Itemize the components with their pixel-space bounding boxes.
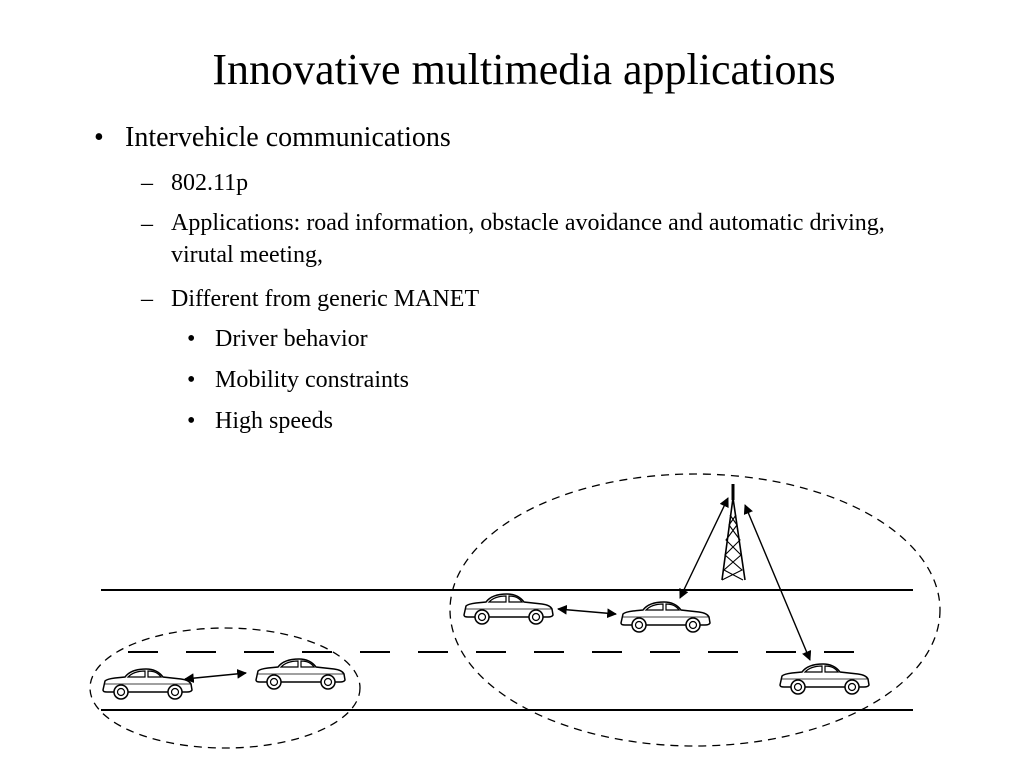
car-icon	[464, 594, 553, 624]
v2v-link-left	[185, 673, 246, 679]
bullet-mark: •	[187, 408, 196, 434]
bullet-text: Intervehicle communications	[125, 122, 451, 153]
bullet-mark: •	[187, 326, 196, 352]
subsubbullet-text: High speeds	[215, 408, 333, 434]
dash-mark: –	[141, 286, 153, 312]
subbullet-text: Different from generic MANET	[171, 286, 480, 312]
v2i-link-middle-car	[680, 498, 728, 598]
subsubbullet-text: Driver behavior	[215, 326, 368, 352]
v2i-link-right-car	[745, 505, 810, 660]
car-icon	[621, 602, 710, 632]
dash-mark: –	[141, 211, 153, 237]
dash-mark: –	[141, 170, 153, 196]
cell-tower-icon	[722, 484, 745, 580]
subsubbullet-text: Mobility constraints	[215, 367, 409, 393]
car-icon	[103, 669, 192, 699]
car-icon	[780, 664, 869, 694]
v2v-link-right	[558, 609, 616, 614]
subbullet-text: Applications: road information, obstacle avoidance and automatic driving, virutal meeting,	[171, 210, 885, 268]
subbullet-text: 802.11p	[171, 170, 249, 196]
bullet-mark: •	[94, 122, 104, 153]
bullet-mark: •	[187, 367, 196, 393]
car-icon	[256, 659, 345, 689]
slide-title: Innovative multimedia applications	[212, 45, 836, 94]
